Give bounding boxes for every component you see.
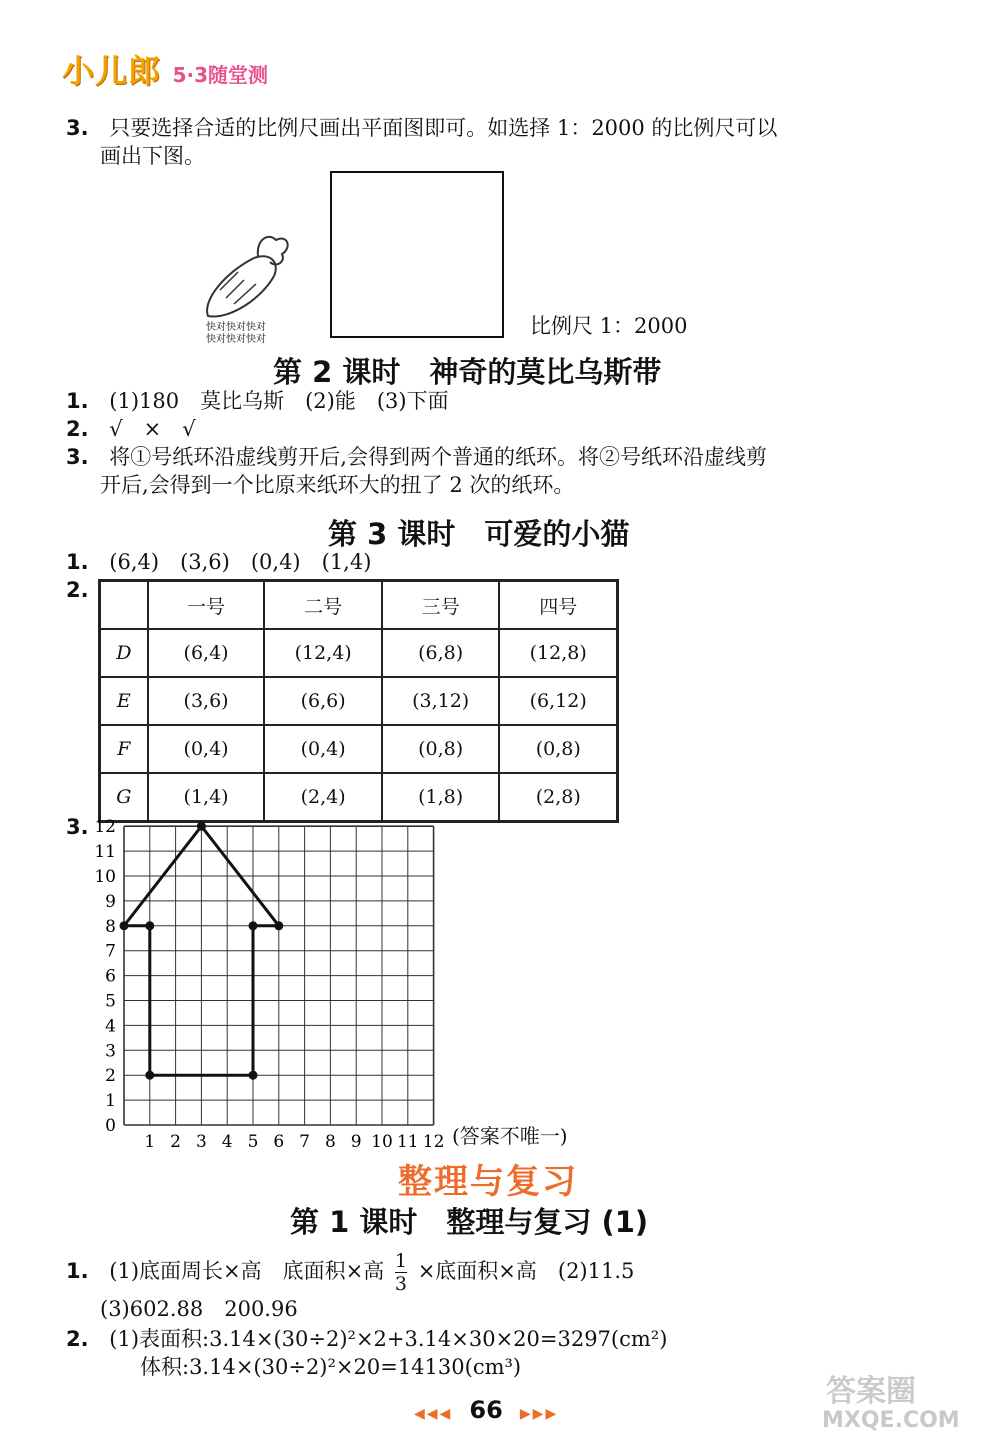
y-tick-label: 8 [105, 916, 116, 937]
question-number: 3. [66, 815, 89, 839]
row-label: F [100, 725, 148, 773]
y-tick-label: 9 [105, 891, 116, 912]
chapter-title: 整理与复习 [398, 1162, 578, 1202]
vertex-dot [145, 1071, 154, 1080]
table-header-cell [100, 581, 148, 630]
lesson2-q2 [66, 415, 196, 443]
question-number: 1. [66, 550, 89, 574]
vertex-dot [249, 921, 258, 930]
table-row [100, 725, 618, 773]
y-tick-label: 12 [94, 817, 116, 838]
question-number: 1. [66, 389, 89, 413]
lesson2-q3 [66, 443, 767, 471]
header-logo [62, 46, 268, 92]
question-number: 1. [66, 1259, 89, 1283]
question-text: √ × √ [109, 417, 196, 441]
row-label: E [100, 677, 148, 725]
carrot-caption-line: 快对快对快对 [206, 334, 266, 345]
x-tick-label: 2 [170, 1132, 182, 1152]
question-text: (6,4) (3,6) (0,4) (1,4) [109, 550, 372, 574]
table-cell: (6,8) [382, 629, 500, 677]
vertex-dot [249, 1071, 258, 1080]
table-cell: (0,8) [499, 725, 617, 773]
page-number: 66 [469, 1396, 503, 1424]
question-number: 2. [66, 578, 89, 602]
carrot-sticker-icon [196, 228, 292, 332]
coordinate-grid [90, 815, 450, 1155]
table-cell: (6,4) [148, 629, 265, 677]
vertex-dot [145, 921, 154, 930]
coordinate-table [98, 579, 619, 823]
question-text: (1)表面积:3.14×(30÷2)²×2+3.14×30×20=3297(cm²) [109, 1327, 668, 1351]
x-tick-label: 11 [396, 1132, 419, 1152]
y-tick-label: 4 [105, 1016, 116, 1037]
lesson2-title: 第 2 课时 神奇的莫比乌斯带 [273, 355, 662, 389]
table-header-cell: 一号 [148, 581, 265, 630]
question-text: ×底面积×高 (2)11.5 [417, 1259, 635, 1283]
table-cell: (12,8) [499, 629, 617, 677]
fraction-denominator: 3 [394, 1273, 407, 1295]
plan-square [330, 171, 504, 338]
left-arrows-icon: ◀◀◀ [414, 1406, 453, 1422]
table-header-row [100, 581, 618, 630]
table-cell: (0,8) [382, 725, 500, 773]
review-q2 [66, 1325, 667, 1353]
vertex-dot [120, 921, 129, 930]
x-tick-label: 3 [195, 1132, 207, 1152]
table-cell: (6,6) [264, 677, 382, 725]
y-tick-label: 10 [94, 867, 116, 887]
table-header-cell: 二号 [264, 581, 382, 630]
question-number: 2. [66, 417, 89, 441]
question-text: (1)180 莫比乌斯 (2)能 (3)下面 [109, 389, 449, 413]
brand-name: 小儿郎 [62, 52, 162, 90]
lesson2-q3-line2: 开后,会得到一个比原来纸环大的扭了 2 次的纸环。 [100, 473, 575, 497]
table-cell: (2,4) [264, 773, 382, 822]
row-label: G [100, 773, 148, 822]
y-tick-label: 3 [105, 1041, 116, 1062]
table-cell: (12,4) [264, 629, 382, 677]
review-q1-line2: (3)602.88 200.96 [100, 1297, 298, 1321]
watermark-bottom: MXQE.COM [822, 1408, 960, 1433]
fraction-numerator: 1 [394, 1250, 407, 1272]
x-tick-label: 7 [299, 1132, 311, 1152]
review-q1 [66, 1250, 634, 1295]
prev-q3 [66, 114, 777, 142]
x-tick-label: 1 [144, 1132, 156, 1152]
x-tick-label: 4 [221, 1132, 233, 1152]
vertex-dot [197, 822, 206, 831]
y-tick-label: 2 [105, 1066, 116, 1087]
question-number: 2. [66, 1327, 89, 1351]
x-tick-label: 10 [371, 1132, 393, 1152]
carrot-caption [206, 322, 266, 346]
watermark-top: 答案圈 [826, 1374, 916, 1409]
review-q2-line2: 体积:3.14×(30÷2)²×20=14130(cm³) [140, 1355, 522, 1379]
table-cell: (3,12) [382, 677, 500, 725]
x-tick-label: 6 [273, 1132, 285, 1152]
grid-note: (答案不唯一) [452, 1124, 568, 1148]
carrot-caption-line: 快对快对快对 [206, 322, 266, 333]
review-lesson-title: 第 1 课时 整理与复习 (1) [290, 1205, 649, 1239]
series-name: 5·3随堂测 [172, 63, 269, 87]
table-row [100, 677, 618, 725]
y-tick-label: 5 [105, 991, 116, 1012]
question-text: (1)底面周长×高 底面积×高 [109, 1259, 385, 1283]
y-tick-label: 11 [94, 842, 116, 863]
table-cell: (6,12) [499, 677, 617, 725]
question-number: 3. [66, 116, 89, 140]
page-footer [414, 1396, 558, 1424]
question-number: 3. [66, 445, 89, 469]
y-tick-label: 6 [105, 966, 116, 987]
x-tick-label: 5 [247, 1132, 259, 1152]
table-header-cell: 三号 [382, 581, 500, 630]
table-cell: (2,8) [499, 773, 617, 822]
fraction [395, 1250, 407, 1295]
question-text: 只要选择合适的比例尺画出平面图即可。如选择 1：2000 的比例尺可以 [109, 116, 778, 140]
table-header-cell: 四号 [499, 581, 617, 630]
right-arrows-icon: ▶▶▶ [519, 1406, 559, 1422]
x-tick-label: 9 [350, 1132, 362, 1152]
table-cell: (3,6) [148, 677, 265, 725]
vertex-dot [274, 921, 283, 930]
table-row [100, 629, 618, 677]
lesson3-q1 [66, 548, 371, 576]
table-cell: (0,4) [264, 725, 382, 773]
y-tick-label: 0 [105, 1116, 116, 1136]
question-text: 将①号纸环沿虚线剪开后,会得到两个普通的纸环。将②号纸环沿虚线剪 [109, 445, 767, 469]
row-label: D [100, 629, 148, 677]
x-tick-label: 8 [324, 1132, 336, 1152]
y-tick-label: 7 [105, 941, 116, 962]
x-tick-label: 12 [422, 1132, 445, 1152]
table-cell: (1,4) [148, 773, 265, 822]
lesson3-title: 第 3 课时 可爱的小猫 [328, 517, 630, 551]
table-cell: (0,4) [148, 725, 265, 773]
y-tick-label: 1 [105, 1091, 116, 1112]
table-cell: (1,8) [382, 773, 500, 822]
scale-label: 比例尺 1：2000 [530, 314, 688, 338]
prev-q3-line2: 画出下图。 [100, 144, 205, 168]
lesson2-q1 [66, 387, 449, 415]
